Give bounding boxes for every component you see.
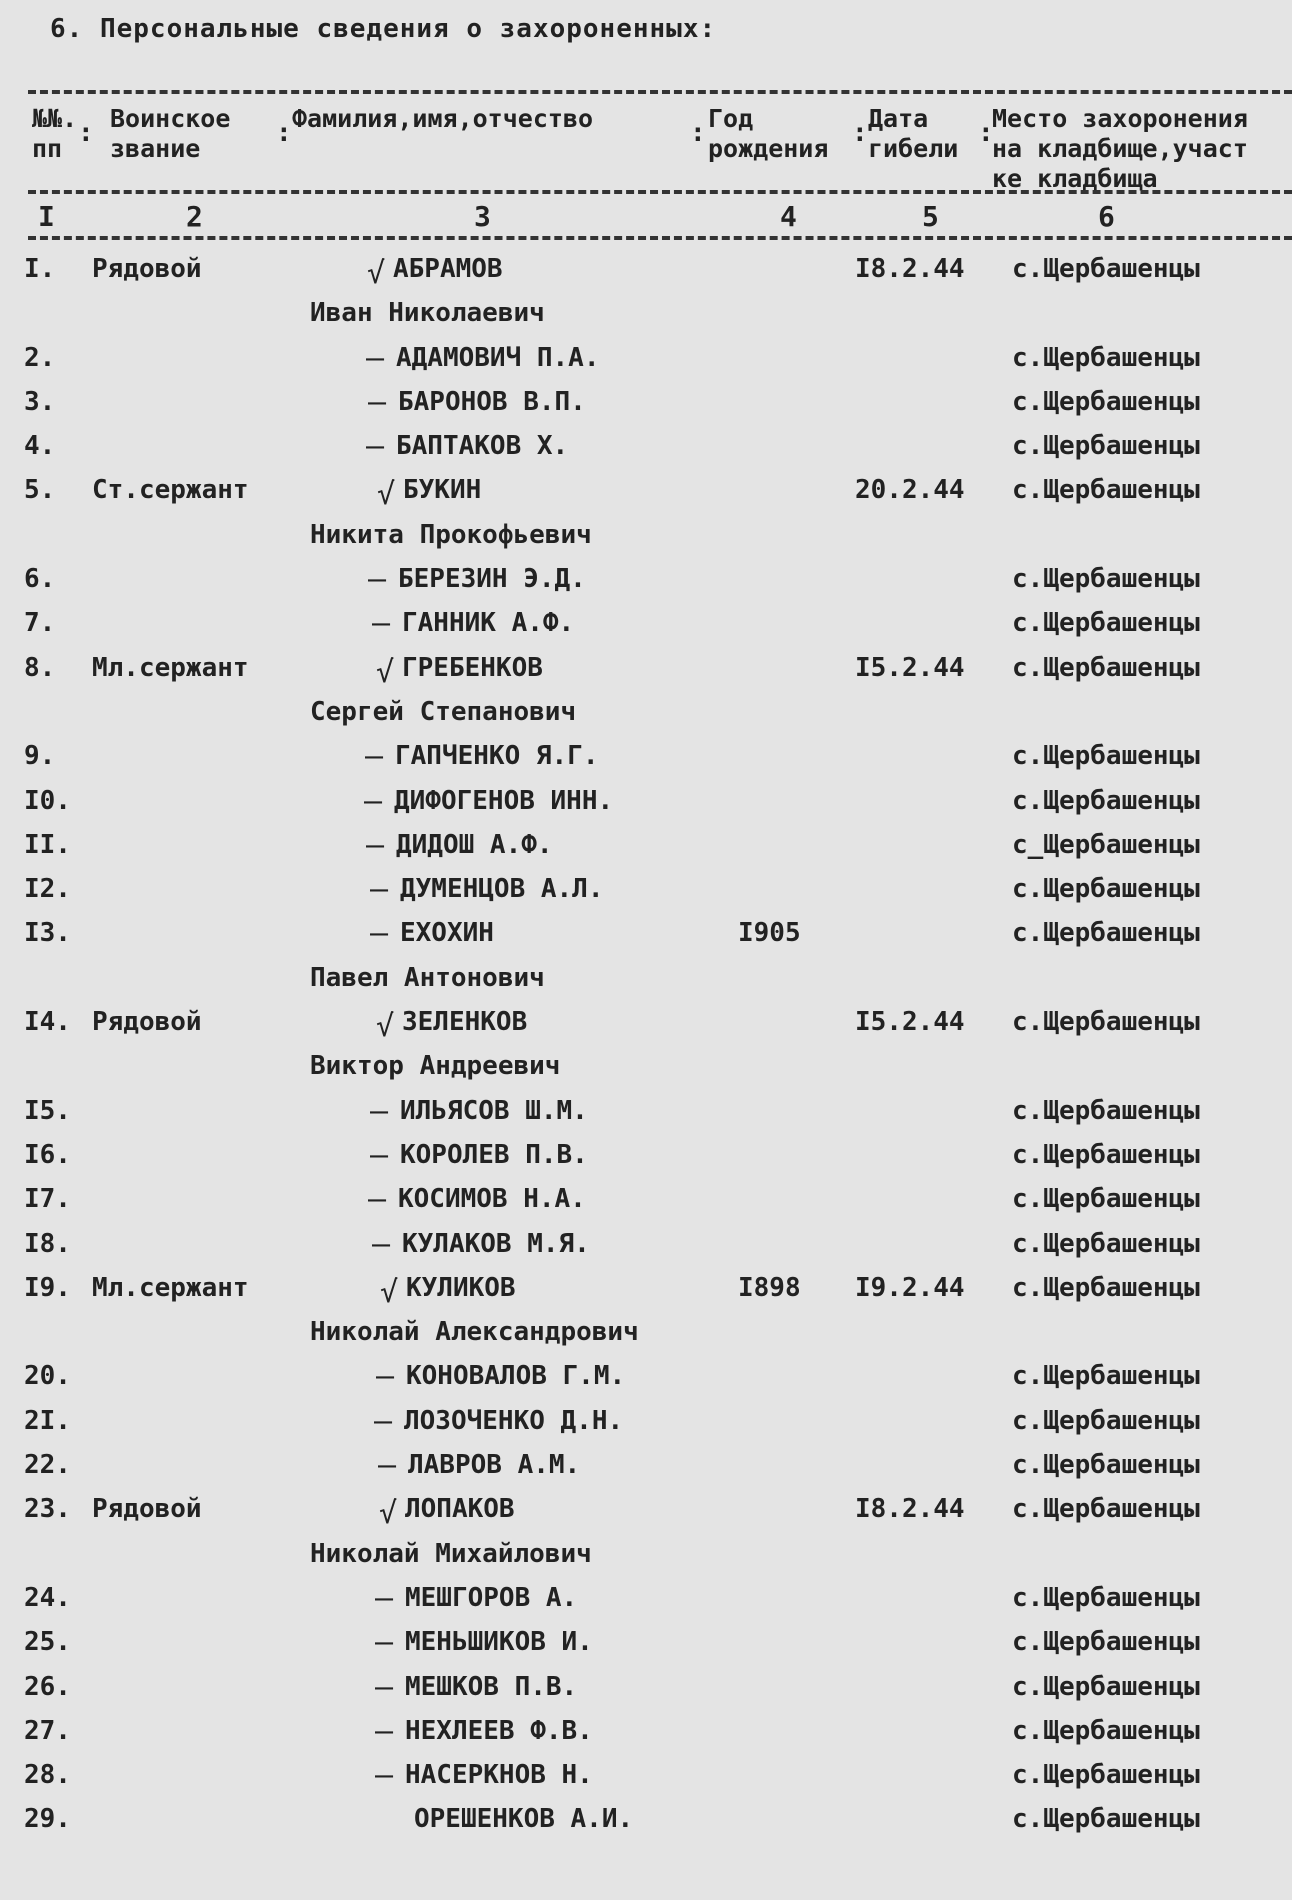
header-separator: : [276,118,292,148]
header-col-name: Фамилия,имя,отчество [292,104,594,133]
record-number: 22. [24,1450,71,1481]
record-number: 2I. [24,1405,71,1436]
record-number: 7. [24,608,56,639]
record-row [0,912,1292,956]
record-row [0,647,1292,691]
record-name: НАСЕРКНОВ Н. [405,1760,593,1791]
record-name: ГАННИК А.Ф. [402,608,575,639]
header-col-death-date: Дата гибели [868,104,959,163]
record-full-name: Николай Александрович [310,1317,639,1348]
dash-annotation-icon: — [368,1182,387,1218]
record-burial-place: с.Щербашенцы [1012,254,1200,284]
record-burial-place: с.Щербашенцы [1012,564,1200,595]
record-burial-place: с.Щербашенцы [1012,1139,1200,1170]
dash-annotation-icon: — [375,1669,394,1705]
record-burial-place: с.Щербашенцы [1012,1007,1200,1038]
header-mid-rule [28,190,1292,194]
record-birth-year: I905 [738,918,801,949]
column-number-3: 3 [474,200,491,233]
dash-annotation-icon: — [370,1093,389,1129]
record-number: I0. [24,785,71,816]
record-full-name-row [0,1533,1292,1577]
record-death-date: I8.2.44 [855,1494,965,1525]
dash-annotation-icon: — [364,783,383,819]
record-full-name-row [0,1045,1292,1089]
dash-annotation-icon: — [370,1137,389,1173]
record-row [0,248,1292,292]
dash-annotation-icon: — [370,872,389,908]
record-full-name: Иван Николаевич [310,298,545,329]
record-number: 25. [24,1627,71,1658]
record-burial-place: с.Щербашенцы [1012,1760,1200,1791]
record-rank: Рядовой [92,254,202,284]
record-row [0,735,1292,779]
record-row [0,1577,1292,1621]
record-number: 4. [24,431,56,462]
record-full-name: Никита Прокофьевич [310,519,592,550]
record-row [0,824,1292,868]
record-row [0,1666,1292,1710]
checkmark-annotation-icon: √ [367,256,386,291]
record-rank: Рядовой [92,1007,202,1038]
record-name: МЕНЬШИКОВ И. [405,1627,593,1658]
record-number: I2. [24,874,71,905]
record-burial-place: с.Щербашенцы [1012,1715,1200,1746]
record-name: ЛОПАКОВ [405,1494,515,1525]
record-full-name-row [0,1311,1292,1355]
record-death-date: I5.2.44 [855,652,965,683]
column-number-1: I [38,200,55,233]
record-rank: Ст.сержант [92,475,249,506]
checkmark-annotation-icon: √ [376,654,395,690]
header-separator: : [78,118,94,148]
record-name: КОРОЛЕВ П.В. [400,1139,588,1170]
record-burial-place: с.Щербашенцы [1012,1272,1200,1303]
record-name: АДАМОВИЧ П.А. [396,342,600,373]
dash-annotation-icon: — [375,1625,394,1661]
record-row [0,868,1292,912]
record-death-date: 20.2.44 [855,475,965,506]
column-number-6: 6 [1098,200,1115,233]
record-burial-place: с_Щербашенцы [1012,829,1200,860]
record-burial-place: с.Щербашенцы [1012,1095,1200,1126]
record-death-date: I8.2.44 [855,254,965,284]
record-number: 28. [24,1760,71,1791]
record-number: II. [24,829,71,860]
record-row [0,1400,1292,1444]
record-rank: Рядовой [92,1494,202,1525]
record-number: 2. [24,342,56,373]
record-name: МЕШКОВ П.В. [405,1671,578,1702]
record-rank: Мл.сержант [92,1272,249,1303]
record-burial-place: с.Щербашенцы [1012,431,1200,462]
record-name: БЕРЕЗИН Э.Д. [398,564,586,595]
header-separator: : [852,118,868,148]
record-row [0,1798,1292,1842]
header-separator: : [690,118,706,148]
record-name: ДУМЕНЦОВ А.Л. [400,874,604,905]
record-number: I8. [24,1228,71,1259]
record-number: I5. [24,1095,71,1126]
record-row [0,469,1292,513]
record-name: БАПТАКОВ Х. [396,431,569,462]
record-row [0,1223,1292,1267]
records-list [0,248,1292,1843]
record-rank: Мл.сержант [92,652,249,683]
record-name: НЕХЛЕЕВ Ф.В. [405,1715,593,1746]
record-burial-place: с.Щербашенцы [1012,1494,1200,1525]
record-burial-place: с.Щербашенцы [1012,874,1200,905]
record-number: I. [24,254,56,284]
record-name: ЛОЗОЧЕНКО Д.Н. [404,1405,624,1436]
record-name: БУКИН [403,475,482,506]
header-col-birth-year: Год рождения [708,104,829,163]
record-burial-place: с.Щербашенцы [1012,1627,1200,1658]
record-number: 29. [24,1804,71,1835]
header-col-number: №№. пп [32,104,78,163]
record-burial-place: с.Щербашенцы [1012,1184,1200,1215]
dash-annotation-icon: — [366,340,385,376]
record-row [0,780,1292,824]
record-number: 23. [24,1494,71,1525]
dash-annotation-icon: — [374,1403,393,1439]
record-name: ОРЕШЕНКОВ А.И. [414,1804,634,1835]
dash-annotation-icon: — [366,827,385,863]
record-name: МЕШГОРОВ А. [405,1582,578,1613]
record-burial-place: с.Щербашенцы [1012,785,1200,816]
record-burial-place: с.Щербашенцы [1012,1361,1200,1392]
record-name: КУЛИКОВ [406,1272,516,1303]
header-col-rank: Воинское звание [110,104,231,163]
header-separator: : [978,118,994,148]
record-row [0,602,1292,646]
record-number: I9. [24,1272,71,1303]
record-row [0,1710,1292,1754]
record-name: ДИДОШ А.Ф. [396,829,553,860]
column-number-5: 5 [922,200,939,233]
record-number: I6. [24,1139,71,1170]
record-name: БАРОНОВ В.П. [398,386,586,417]
record-row [0,1178,1292,1222]
record-burial-place: с.Щербашенцы [1012,1582,1200,1613]
dash-annotation-icon: — [365,739,384,775]
record-row [0,425,1292,469]
record-row [0,1355,1292,1399]
record-full-name: Виктор Андреевич [310,1051,561,1082]
column-number-2: 2 [186,200,203,233]
record-row [0,558,1292,602]
checkmark-annotation-icon: √ [376,1009,395,1045]
record-name: ГАПЧЕНКО Я.Г. [395,741,599,772]
record-number: 20. [24,1361,71,1392]
record-number: 9. [24,741,56,772]
dash-annotation-icon: — [368,562,387,598]
record-full-name-row [0,514,1292,558]
record-row [0,1754,1292,1798]
dash-annotation-icon: — [376,1359,395,1395]
record-name: ИЛЬЯСОВ Ш.М. [400,1095,588,1126]
record-birth-year: I898 [738,1272,801,1303]
header-top-rule [28,90,1292,94]
record-full-name: Сергей Степанович [310,696,577,727]
record-full-name-row [0,957,1292,1001]
record-full-name-row [0,691,1292,735]
record-number: 6. [24,564,56,595]
record-burial-place: с.Щербашенцы [1012,608,1200,639]
record-name: КОСИМОВ Н.А. [398,1184,586,1215]
dash-annotation-icon: — [375,1713,394,1749]
record-row [0,381,1292,425]
record-number: 5. [24,475,56,506]
record-burial-place: с.Щербашенцы [1012,1450,1200,1481]
dash-annotation-icon: — [366,429,385,465]
record-number: I7. [24,1184,71,1215]
record-row [0,1001,1292,1045]
record-burial-place: с.Щербашенцы [1012,1804,1200,1835]
record-number: 8. [24,652,56,683]
dash-annotation-icon: — [370,916,389,952]
record-death-date: I9.2.44 [855,1272,965,1303]
record-number: 26. [24,1671,71,1702]
header-bottom-rule [28,236,1292,240]
record-burial-place: с.Щербашенцы [1012,741,1200,772]
record-name: ГРЕБЕНКОВ [402,652,543,683]
record-burial-place: с.Щербашенцы [1012,1405,1200,1436]
record-full-name-row [0,292,1292,336]
column-number-4: 4 [780,200,797,233]
record-burial-place: с.Щербашенцы [1012,652,1200,683]
record-death-date: I5.2.44 [855,1007,965,1038]
record-number: I3. [24,918,71,949]
record-number: I4. [24,1007,71,1038]
dash-annotation-icon: — [375,1580,394,1616]
record-number: 27. [24,1715,71,1746]
dash-annotation-icon: — [378,1448,397,1484]
record-full-name: Павел Антонович [310,962,545,993]
dash-annotation-icon: — [372,1226,391,1262]
dash-annotation-icon: — [368,384,387,420]
record-row [0,1267,1292,1311]
record-row [0,1488,1292,1532]
dash-annotation-icon: — [375,1758,394,1794]
header-col-burial-place: Место захоронения на кладбище,участ ке кладбища [992,104,1248,193]
record-name: КУЛАКОВ М.Я. [402,1228,590,1259]
record-name: АБРАМОВ [393,254,503,284]
record-burial-place: с.Щербашенцы [1012,918,1200,949]
record-name: ДИФОГЕНОВ ИНН. [394,785,614,816]
section-title: 6. Персональные сведения о захороненных: [50,14,717,44]
record-name: ЛАВРОВ А.М. [408,1450,581,1481]
checkmark-annotation-icon: √ [380,1274,399,1310]
checkmark-annotation-icon: √ [377,477,396,513]
record-name: ЗЕЛЕНКОВ [402,1007,528,1038]
checkmark-annotation-icon: √ [379,1496,398,1532]
record-row [0,337,1292,381]
record-name: ЕХОХИН [400,918,494,949]
record-burial-place: с.Щербашенцы [1012,386,1200,417]
record-row [0,1444,1292,1488]
record-full-name: Николай Михайлович [310,1538,592,1569]
record-burial-place: с.Щербашенцы [1012,475,1200,506]
record-row [0,1090,1292,1134]
record-name: КОНОВАЛОВ Г.М. [406,1361,626,1392]
record-number: 24. [24,1582,71,1613]
record-burial-place: с.Щербашенцы [1012,1671,1200,1702]
record-row [0,1134,1292,1178]
record-burial-place: с.Щербашенцы [1012,1228,1200,1259]
record-row [0,1621,1292,1665]
record-number: 3. [24,386,56,417]
dash-annotation-icon: — [372,606,391,642]
record-burial-place: с.Щербашенцы [1012,342,1200,373]
